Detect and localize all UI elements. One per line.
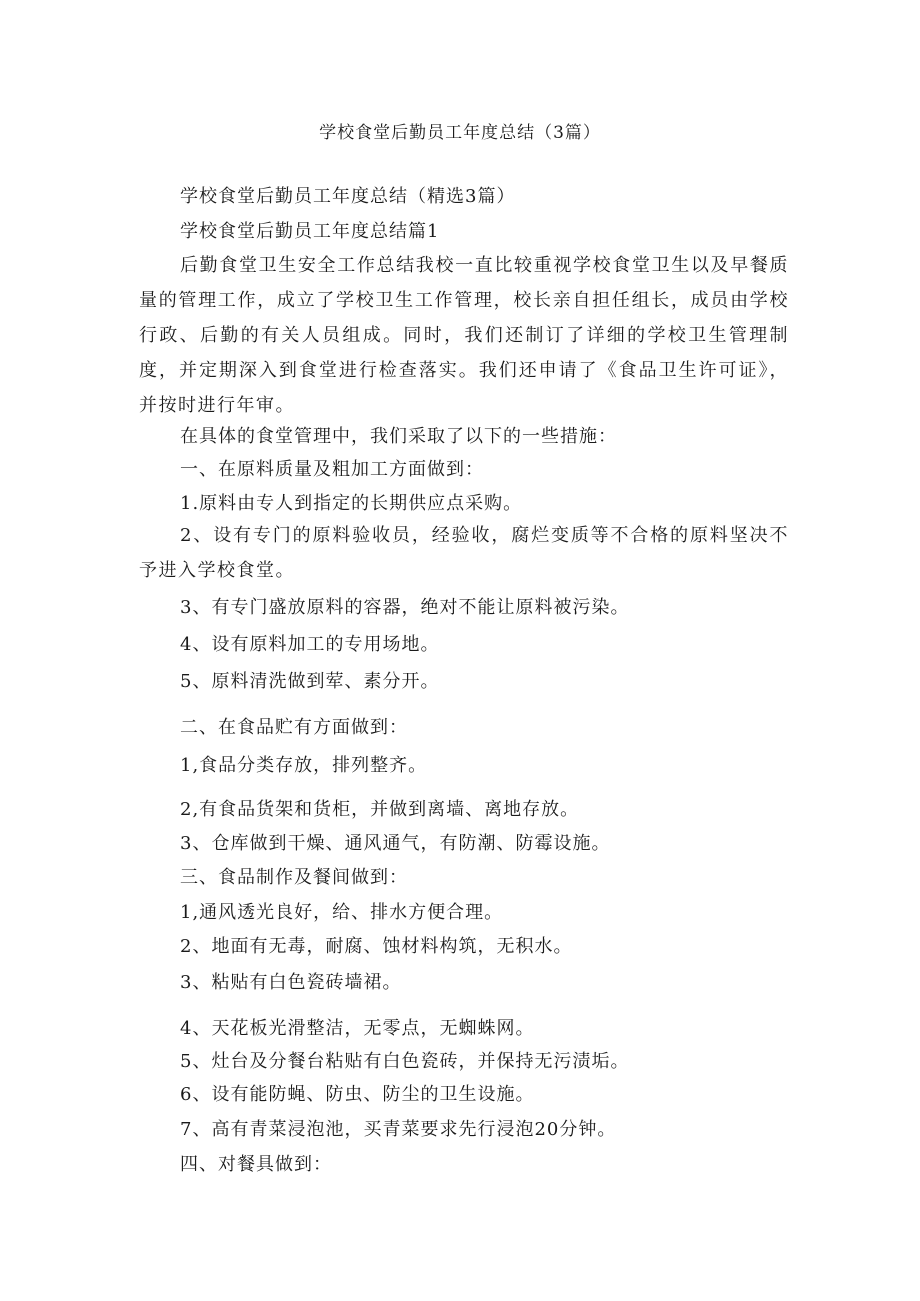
section-heading: 学校食堂后勤员工年度总结篇1 xyxy=(180,221,440,242)
part1-item-4: 4、设有原料加工的专用场地。 xyxy=(180,634,440,655)
part3-item-4: 4、天花板光滑整洁，无零点，无蜘蛛网。 xyxy=(180,1018,535,1039)
part1-item-5: 5、原料清洗做到荤、素分开。 xyxy=(180,671,440,692)
part3-item-6: 6、设有能防蝇、防虫、防尘的卫生设施。 xyxy=(180,1084,535,1105)
intro-paragraph: 后勤食堂卫生安全工作总结我校一直比较重视学校食堂卫生以及早餐质量的管理工作，成立了学校卫生工作管理，校长亲自担任组长，成员由学校行政、后勤的有关人员组成。同时，我们还制订了详细的学校卫生管理制度，并定期深入到食堂进行检查落实。我们还申请了《食品卫生许可证》，并按时进行年审。 xyxy=(139,255,789,416)
part3-item-1: 1,通风透光良好，给、排水方便合理。 xyxy=(180,902,504,923)
part2-item-2: 2,有食品货架和货柜，并做到离墙、离地存放。 xyxy=(180,799,580,820)
part3-heading: 三、食品制作及餐间做到： xyxy=(180,867,408,888)
part2-item-3: 3、仓库做到干燥、通风通气，有防潮、防霉设施。 xyxy=(180,833,611,854)
part1-item-1: 1.原料由专人到指定的长期供应点采购。 xyxy=(180,493,523,514)
part3-item-7: 7、高有青菜浸泡池，买青菜要求先行浸泡20分钟。 xyxy=(180,1119,617,1140)
document-title: 学校食堂后勤员工年度总结（3篇） xyxy=(319,123,601,143)
document-subtitle: 学校食堂后勤员工年度总结（精选3篇） xyxy=(180,186,516,207)
part1-item-3: 3、有专门盛放原料的容器，绝对不能让原料被污染。 xyxy=(180,597,630,618)
part4-heading: 四、对餐具做到： xyxy=(180,1154,332,1175)
part3-item-3: 3、粘贴有白色瓷砖墙裙。 xyxy=(180,972,402,993)
measures-intro: 在具体的食堂管理中，我们采取了以下的一些措施： xyxy=(180,426,617,447)
part3-item-2: 2、地面有无毒，耐腐、蚀材料构筑，无积水。 xyxy=(180,936,573,957)
part1-heading: 一、在原料质量及粗加工方面做到： xyxy=(180,459,484,480)
part2-heading: 二、在食品贮有方面做到： xyxy=(180,717,408,738)
part2-item-1: 1,食品分类存放，排列整齐。 xyxy=(180,755,428,776)
part1-item-2: 2、设有专门的原料验收员，经验收，腐烂变质等不合格的原料坚决不予进入学校食堂。 xyxy=(139,525,789,581)
part3-item-5: 5、灶台及分餐台粘贴有白色瓷砖，并保持无污渍垢。 xyxy=(180,1051,630,1072)
